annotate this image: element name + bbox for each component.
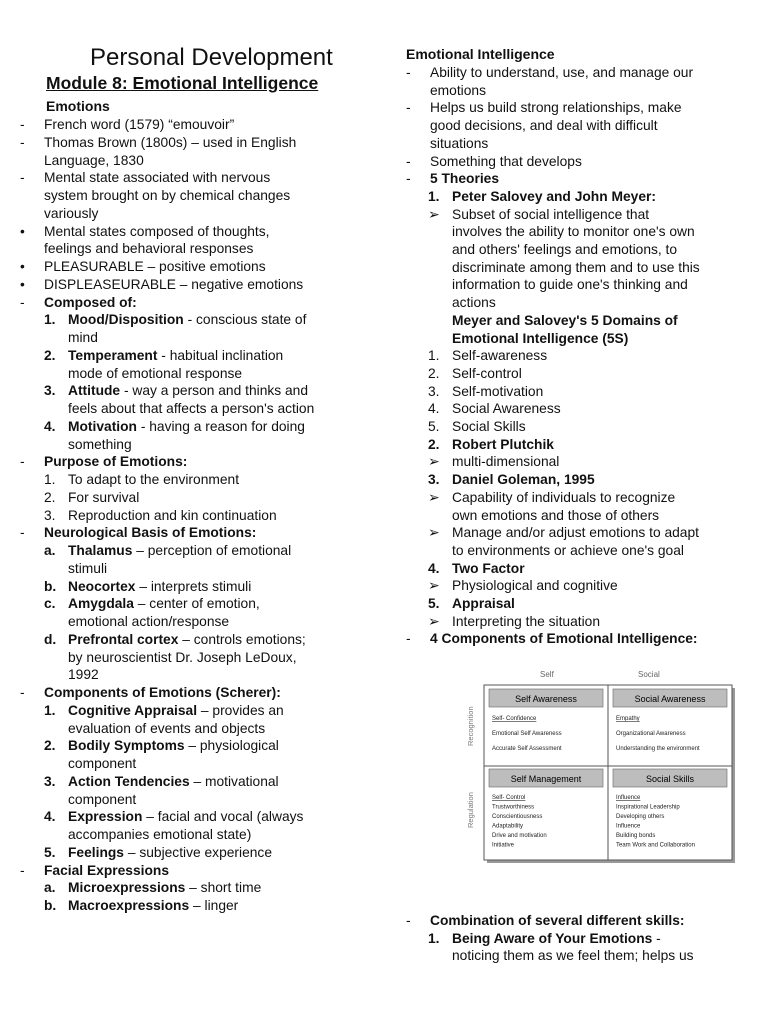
bold-term: Daniel Goleman, 1995 (452, 472, 595, 488)
text-line (452, 259, 700, 277)
list-marker: • (20, 223, 25, 239)
q2-title: Social Awareness (634, 694, 706, 704)
figure-row-regulation: Regulation (466, 792, 475, 828)
line-text: emotional action/response (68, 614, 230, 629)
line-text: Interpreting the situation (452, 613, 601, 629)
figure-item: Influence (616, 823, 641, 830)
list-marker: 3. (44, 773, 56, 789)
text-line (430, 82, 486, 100)
text-line (430, 99, 682, 117)
list-marker: - (406, 171, 411, 187)
text-line (452, 418, 526, 436)
line-text: – motivational (189, 773, 279, 789)
list-marker: - (406, 65, 411, 80)
list-marker: 4. (428, 560, 440, 576)
text-line (430, 912, 685, 930)
figure-item: Trustworthiness (492, 804, 535, 811)
bold-term: Prefrontal cortex (68, 631, 179, 647)
bold-term: Feelings (68, 844, 124, 860)
list-marker: ➢ (428, 454, 440, 470)
list-marker: 1. (44, 312, 56, 328)
bold-term: Motivation (68, 418, 137, 434)
text-line (68, 311, 306, 329)
line-text: DISPLEASEURABLE – negative emotions (44, 276, 304, 292)
text-line (68, 365, 242, 383)
text-line (44, 862, 169, 880)
list-marker: • (20, 259, 25, 274)
text-line (452, 613, 600, 631)
figure-col-social: Social (638, 670, 660, 679)
list-marker: - (20, 525, 25, 541)
text-line (44, 258, 266, 276)
list-marker: 3. (44, 383, 56, 399)
text-line (452, 294, 496, 312)
text-line (68, 542, 291, 560)
q4-title: Social Skills (645, 774, 695, 784)
text-line (452, 400, 561, 418)
text-line (68, 755, 136, 773)
text-line (452, 206, 649, 224)
text-line (68, 666, 99, 684)
line-text: - conscious state of (183, 312, 307, 328)
list-marker: - (406, 913, 411, 928)
list-marker: 1. (428, 930, 440, 946)
text-line (452, 947, 694, 965)
text-line (44, 240, 253, 258)
list-marker: ➢ (428, 525, 440, 541)
text-line (68, 507, 277, 525)
figure-item: Accurate Self Assessment (492, 746, 562, 752)
list-marker: - (20, 134, 25, 150)
bold-term: Robert Plutchik (452, 436, 554, 452)
text-line (68, 631, 306, 649)
ei-components-figure (460, 668, 736, 868)
list-marker: a. (44, 543, 56, 558)
list-marker: - (406, 153, 411, 169)
line-text: Mental states composed of thoughts, (44, 223, 270, 239)
bold-term: Thalamus (68, 543, 133, 558)
line-text: Social Skills (452, 419, 526, 434)
text-line (68, 578, 251, 596)
line-text: Self-awareness (452, 348, 548, 364)
text-line (68, 400, 314, 418)
emotions-heading: Emotions (46, 98, 110, 114)
text-line (68, 808, 303, 826)
figure-item: Empathy (616, 716, 640, 722)
text-line (68, 436, 132, 454)
line-text: Thomas Brown (1800s) – used in English (44, 134, 297, 150)
line-text: – center of emotion, (133, 596, 260, 612)
line-text: good decisions, and deal with difficult (430, 118, 658, 134)
emotional-intelligence-heading: Emotional Intelligence (406, 46, 555, 62)
q1-title: Self Awareness (515, 694, 577, 704)
list-marker: ➢ (428, 578, 440, 594)
text-line (452, 577, 618, 595)
figure-col-self: Self (540, 670, 554, 679)
line-text: actions (452, 295, 496, 311)
text-line (452, 471, 595, 489)
line-text: – provides an (197, 702, 284, 718)
bold-term: Expression (68, 809, 143, 825)
list-marker: b. (44, 898, 57, 913)
bold-term: Emotional Intelligence (5S) (452, 330, 629, 346)
module-heading: Module 8: Emotional Intelligence (46, 73, 319, 93)
bold-term: Microexpressions (68, 880, 186, 896)
figure-item: Understanding the environment (616, 746, 700, 752)
list-marker: 4. (428, 401, 440, 417)
bold-term: Purpose of Emotions: (44, 454, 188, 470)
line-text: and others' feelings and emotions, to (452, 242, 678, 257)
text-line (452, 383, 543, 401)
bold-term: Peter Salovey and John Meyer: (452, 188, 656, 204)
list-marker: - (20, 862, 25, 878)
bold-term: Combination of several different skills: (430, 913, 685, 928)
text-line (452, 276, 688, 294)
list-marker: b. (44, 578, 57, 594)
bold-term: Composed of: (44, 294, 137, 310)
text-line (452, 188, 656, 206)
text-line (452, 436, 554, 454)
bold-term: Action Tendencies (68, 773, 190, 789)
q3-title: Self Management (510, 774, 582, 784)
text-line (68, 382, 308, 400)
text-line (44, 116, 234, 134)
line-text: stimuli (68, 560, 108, 576)
line-text: noticing them as we feel them; helps us (452, 948, 694, 964)
list-marker: ➢ (428, 489, 440, 505)
list-marker: 3. (428, 383, 440, 399)
list-marker: - (20, 117, 25, 132)
bold-term: Macroexpressions (68, 898, 190, 913)
text-line (430, 630, 698, 648)
text-line (68, 773, 279, 791)
list-marker: 2. (44, 738, 56, 754)
text-line (452, 930, 661, 948)
line-text: Manage and/or adjust emotions to adapt (452, 525, 699, 541)
text-line (44, 152, 144, 170)
bold-term: Cognitive Appraisal (68, 702, 198, 718)
line-text: to environments or achieve one's goal (452, 542, 684, 558)
text-line (430, 153, 582, 171)
list-marker: • (20, 276, 25, 292)
list-marker: ➢ (428, 613, 440, 629)
list-marker: - (20, 170, 25, 186)
line-text: Mental state associated with nervous (44, 170, 271, 186)
line-text: 1992 (68, 667, 99, 683)
line-text: emotions (430, 82, 486, 98)
text-line (68, 347, 283, 365)
list-marker: 4. (44, 418, 56, 434)
list-marker: d. (44, 631, 57, 647)
line-text: – subjective experience (123, 844, 273, 860)
text-line (44, 223, 269, 241)
figure-item: Self- Confidence (492, 716, 537, 722)
list-marker: a. (44, 880, 56, 896)
text-line (452, 595, 515, 613)
line-text: Language, 1830 (44, 152, 144, 168)
text-line (68, 844, 272, 862)
figure-item: Inspirational Leadership (616, 804, 680, 811)
line-text: something (68, 436, 132, 452)
text-line (68, 720, 265, 738)
text-line (44, 453, 187, 471)
text-line (452, 312, 678, 330)
figure-item: Adaptability (492, 823, 524, 830)
text-line (68, 649, 297, 667)
text-line (44, 524, 256, 542)
line-text: – controls emotions; (178, 631, 306, 647)
bold-term: Temperament (68, 347, 158, 363)
text-line (452, 223, 695, 241)
line-text: Something that develops (430, 153, 582, 169)
text-line (68, 737, 279, 755)
figure-row-recognition: Recognition (466, 706, 475, 746)
line-text: Ability to understand, use, and manage our (430, 65, 694, 80)
line-text: component (68, 756, 137, 771)
line-text: discriminate among them and to use this (452, 259, 700, 275)
figure-item: Emotional Self Awareness (492, 731, 562, 737)
text-line (452, 524, 699, 542)
text-line (68, 826, 251, 844)
list-marker: 2. (44, 347, 56, 363)
list-marker: - (406, 100, 411, 116)
figure-item: Influence (616, 795, 641, 801)
text-line (68, 879, 261, 897)
bold-term: 5 Theories (430, 171, 500, 187)
bold-term: Two Factor (452, 560, 525, 576)
text-line (452, 560, 525, 578)
figure-item: Organizational Awareness (616, 731, 686, 737)
bold-term: Neurological Basis of Emotions: (44, 525, 257, 541)
list-marker: 5. (428, 596, 440, 611)
text-line (452, 330, 628, 348)
line-text: variously (44, 205, 99, 221)
line-text: information to guide one's thinking and (452, 277, 688, 293)
line-text: Physiological and cognitive (452, 578, 618, 594)
text-line (68, 489, 139, 507)
line-text: Helps us build strong relationships, make (430, 100, 682, 116)
text-line (68, 329, 98, 347)
line-text: Subset of social intelligence that (452, 206, 650, 222)
list-marker: 1. (428, 348, 440, 364)
line-text: – facial and vocal (always (142, 809, 304, 825)
line-text: accompanies emotional state) (68, 827, 252, 842)
line-text: French word (1579) “emouvoir” (44, 117, 235, 132)
text-line (68, 791, 136, 809)
text-line (68, 702, 284, 720)
text-line (44, 169, 270, 187)
line-text: – physiological (184, 738, 279, 754)
bold-term: Facial Expressions (44, 862, 170, 878)
figure-item: Building bonds (616, 833, 656, 839)
line-text: feels about that affects a person's action (68, 401, 315, 416)
text-line (44, 205, 98, 223)
text-line (430, 64, 693, 82)
list-marker: - (20, 454, 25, 470)
list-marker: 1. (44, 702, 56, 718)
figure-item: Initiative (492, 842, 515, 849)
list-marker: 5. (44, 844, 56, 860)
line-text: PLEASURABLE – positive emotions (44, 259, 266, 274)
line-text: – perception of emotional (132, 543, 292, 558)
text-line (44, 684, 281, 702)
text-line (68, 613, 229, 631)
line-text: involves the ability to monitor one's own (452, 224, 695, 240)
bold-term: Attitude (68, 383, 121, 399)
list-marker: 5. (428, 419, 440, 434)
line-text: evaluation of events and objects (68, 720, 266, 736)
bold-term: Amygdala (68, 596, 134, 612)
list-marker: - (406, 631, 411, 647)
figure-item: Developing others (616, 814, 665, 820)
line-text: Capability of individuals to recognize (452, 489, 676, 505)
line-text: own emotions and those of others (452, 507, 660, 523)
bold-term: 4 Components of Emotional Intelligence: (430, 631, 698, 647)
list-marker: 2. (44, 489, 56, 505)
list-marker: 3. (44, 507, 56, 523)
line-text: Self-control (452, 365, 522, 381)
line-text: Social Awareness (452, 401, 561, 417)
text-line (430, 135, 488, 153)
list-marker: 1. (44, 472, 56, 487)
text-line (430, 170, 499, 188)
document-title: Personal Development (90, 44, 333, 71)
text-line (452, 489, 675, 507)
bold-term: Appraisal (452, 596, 515, 611)
bold-term: Neocortex (68, 578, 136, 594)
text-line (68, 595, 260, 613)
list-marker: - (20, 294, 25, 310)
line-text: - habitual inclination (157, 347, 284, 363)
line-text: For survival (68, 489, 140, 505)
figure-item: Team Work and Collaboration (616, 842, 695, 849)
line-text: - (652, 930, 661, 946)
line-text: by neuroscientist Dr. Joseph LeDoux, (68, 649, 297, 665)
line-text: – interprets stimuli (135, 578, 252, 594)
line-text: Self-motivation (452, 383, 544, 399)
text-line (44, 134, 296, 152)
text-line (452, 365, 522, 383)
figure-item: Self- Control (492, 795, 526, 801)
line-text: system brought on by chemical changes (44, 188, 291, 203)
text-line (68, 897, 238, 915)
line-text: component (68, 791, 137, 807)
text-line (452, 241, 677, 259)
text-line (68, 560, 107, 578)
list-marker: - (20, 685, 25, 700)
text-line (452, 507, 659, 525)
line-text: Reproduction and kin continuation (68, 507, 277, 523)
line-text: – linger (189, 898, 239, 913)
figure-item: Conscientiousness (492, 814, 543, 820)
line-text: - way a person and thinks and (120, 383, 309, 399)
line-text: – short time (185, 880, 262, 896)
line-text: To adapt to the environment (68, 472, 240, 487)
list-marker: ➢ (428, 206, 440, 222)
text-line (68, 418, 305, 436)
list-marker: 3. (428, 472, 440, 488)
text-line (452, 347, 547, 365)
text-line (68, 471, 239, 489)
text-line (44, 276, 303, 294)
text-line (44, 187, 290, 205)
list-marker: 1. (428, 188, 440, 204)
text-line (430, 117, 658, 135)
text-line (452, 542, 684, 560)
line-text: mode of emotional response (68, 365, 243, 381)
list-marker: 2. (428, 365, 440, 381)
bold-term: Mood/Disposition (68, 312, 184, 328)
bold-term: Bodily Symptoms (68, 738, 185, 754)
list-marker: 4. (44, 809, 56, 825)
bold-term: Meyer and Salovey's 5 Domains of (452, 312, 678, 328)
text-line (452, 453, 559, 471)
line-text: situations (430, 135, 489, 151)
text-line (44, 294, 137, 312)
line-text: multi-dimensional (452, 454, 560, 470)
line-text: - having a reason for doing (136, 418, 305, 434)
bold-term: Components of Emotions (Scherer): (44, 685, 281, 700)
line-text: mind (68, 330, 98, 345)
bold-term: Being Aware of Your Emotions (452, 930, 653, 946)
line-text: feelings and behavioral responses (44, 241, 254, 257)
figure-item: Drive and motivation (492, 833, 547, 839)
list-marker: c. (44, 596, 56, 612)
list-marker: 2. (428, 436, 440, 452)
